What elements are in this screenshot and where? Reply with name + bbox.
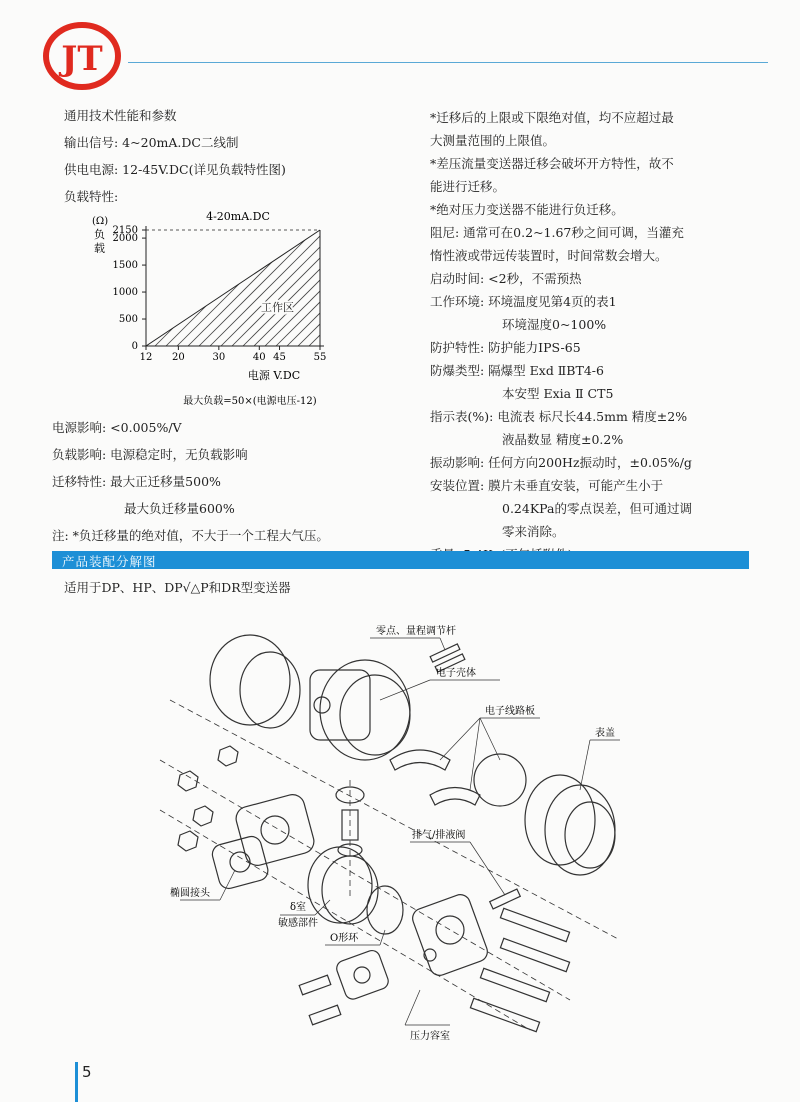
load-effect: 负载影响: 电源稳定时，无负载影响 <box>52 447 248 462</box>
chart-formula: 最大负载=50×(电源电压-12) <box>183 396 317 407</box>
seal-ring-inner <box>240 652 300 728</box>
right-line-8: 工作环境: 环境温度见第4页的表1 <box>430 294 617 309</box>
cover <box>525 775 615 875</box>
right-line-4: *绝对压力变送器不能进行负迁移。 <box>430 202 624 217</box>
logo-text: JT <box>61 39 103 79</box>
vent-valve <box>490 889 521 909</box>
mounting-1: 安装位置: 膜片未垂直安装，可能产生小于 <box>430 478 664 493</box>
y-tick-label: 2150 <box>112 225 138 236</box>
chart-title: 4-20mA.DC <box>206 210 270 223</box>
x-tick-label: 55 <box>313 352 327 363</box>
x-tick-label: 40 <box>252 352 266 363</box>
chart-y-unit: (Ω) <box>92 216 109 227</box>
x-tick-label: 30 <box>212 352 226 363</box>
shift-positive: 迁移特性: 最大正迁移量500% <box>52 474 221 489</box>
right-line-0: *迁移后的上限或下限绝对值，均不应超过最 <box>430 110 674 125</box>
y-tick-label: 1000 <box>112 287 138 299</box>
region-label: 工作区 <box>261 300 295 314</box>
nuts <box>178 746 238 851</box>
electronic-housing <box>310 660 410 760</box>
label-cover: 表盖 <box>595 728 615 739</box>
exploded-diagram <box>140 610 660 1050</box>
pressure-chamber <box>334 892 490 1001</box>
seal-ring-large <box>210 635 290 725</box>
label-circuit: 电子线路板 <box>485 706 535 717</box>
load-chart <box>70 204 360 410</box>
y-tick-label: 0 <box>131 341 138 352</box>
label-sensor: 敏感部件 <box>278 918 318 929</box>
label-delta-chamber: δ室 <box>290 902 307 913</box>
indicator-1: 指示表(%): 电流表 标尺长44.5mm 精度±2% <box>430 409 688 424</box>
label-pressure-chamber: 压力容室 <box>410 1031 450 1042</box>
bolts <box>299 908 569 1031</box>
page-number: 5 <box>82 1063 92 1081</box>
chart-y-label: 负载 <box>94 228 105 255</box>
page-tab <box>75 1062 78 1102</box>
x-tick-label: 45 <box>273 352 286 363</box>
humidity: 环境湿度0~100% <box>502 317 607 332</box>
power-supply: 供电电源: 12-45V.DC(详见负载特性图) <box>64 162 286 177</box>
load-characteristic: 负载特性: <box>64 189 119 204</box>
right-line-3: 能进行迁移。 <box>430 179 506 194</box>
chart-x-label: 电源 V.DC <box>247 369 301 382</box>
label-vent: 排气/排液阀 <box>412 830 466 841</box>
assembly-axes <box>160 700 620 1030</box>
explosion-1: 防爆类型: 隔爆型 Exd ⅡBT4-6 <box>430 363 604 378</box>
label-housing: 电子壳体 <box>436 668 476 679</box>
y-tick-label: 2000 <box>112 233 138 245</box>
section-subtitle: 适用于DP、HP、DP√△P和DR型变送器 <box>64 580 291 595</box>
label-oval-flange: 椭圆接头 <box>170 888 210 899</box>
left-column <box>64 104 286 208</box>
label-zero-span: 零点、量程调节杆 <box>376 626 456 637</box>
label-o-ring: O形环 <box>330 933 359 944</box>
oval-flanges <box>210 792 316 891</box>
x-tick-label: 20 <box>172 352 185 363</box>
vibration: 振动影响: 任何方向200Hz振动时，±0.05%/g <box>430 455 692 470</box>
y-tick-label: 500 <box>118 314 138 326</box>
section-header <box>52 551 749 569</box>
output-signal: 输出信号: 4~20mA.DC二线制 <box>64 135 239 150</box>
note: 注: *负迁移量的绝对值，不大于一个工程大气压。 <box>52 528 329 543</box>
header-rule <box>128 62 768 63</box>
left-column-lower <box>52 416 329 547</box>
explosion-2: 本安型 Exia Ⅱ CT5 <box>502 386 614 401</box>
company-logo <box>42 20 122 90</box>
indicator-2: 液晶数显 精度±0.2% <box>502 432 624 447</box>
right-line-7: 启动时间: <2秒，不需预热 <box>430 271 582 286</box>
mounting-2: 0.24KPa的零点误差，但可通过调 <box>502 501 692 516</box>
right-column <box>430 106 692 566</box>
protection: 防护特性: 防护能力IPS-65 <box>430 340 581 355</box>
shift-negative: 最大负迁移量600% <box>124 501 235 516</box>
section-title: 产品装配分解图 <box>62 554 157 569</box>
right-line-2: *差压流量变送器迁移会破坏开方特性，故不 <box>430 156 674 171</box>
power-effect: 电源影响: <0.005%/V <box>52 420 182 435</box>
right-line-1: 大测量范围的上限值。 <box>430 133 556 148</box>
right-line-6: 惰性液或带远传装置时，时间常数会增大。 <box>430 248 668 263</box>
x-tick-label: 12 <box>139 352 153 363</box>
delta-chamber <box>308 847 403 934</box>
right-line-5: 阻尼: 通常可在0.2~1.67秒之间可调，当灌充 <box>430 225 684 240</box>
y-tick-label: 1500 <box>112 260 138 272</box>
mounting-3: 零来消除。 <box>502 524 565 539</box>
circuit-boards <box>390 750 526 806</box>
spec-heading: 通用技术性能和参数 <box>64 108 177 123</box>
